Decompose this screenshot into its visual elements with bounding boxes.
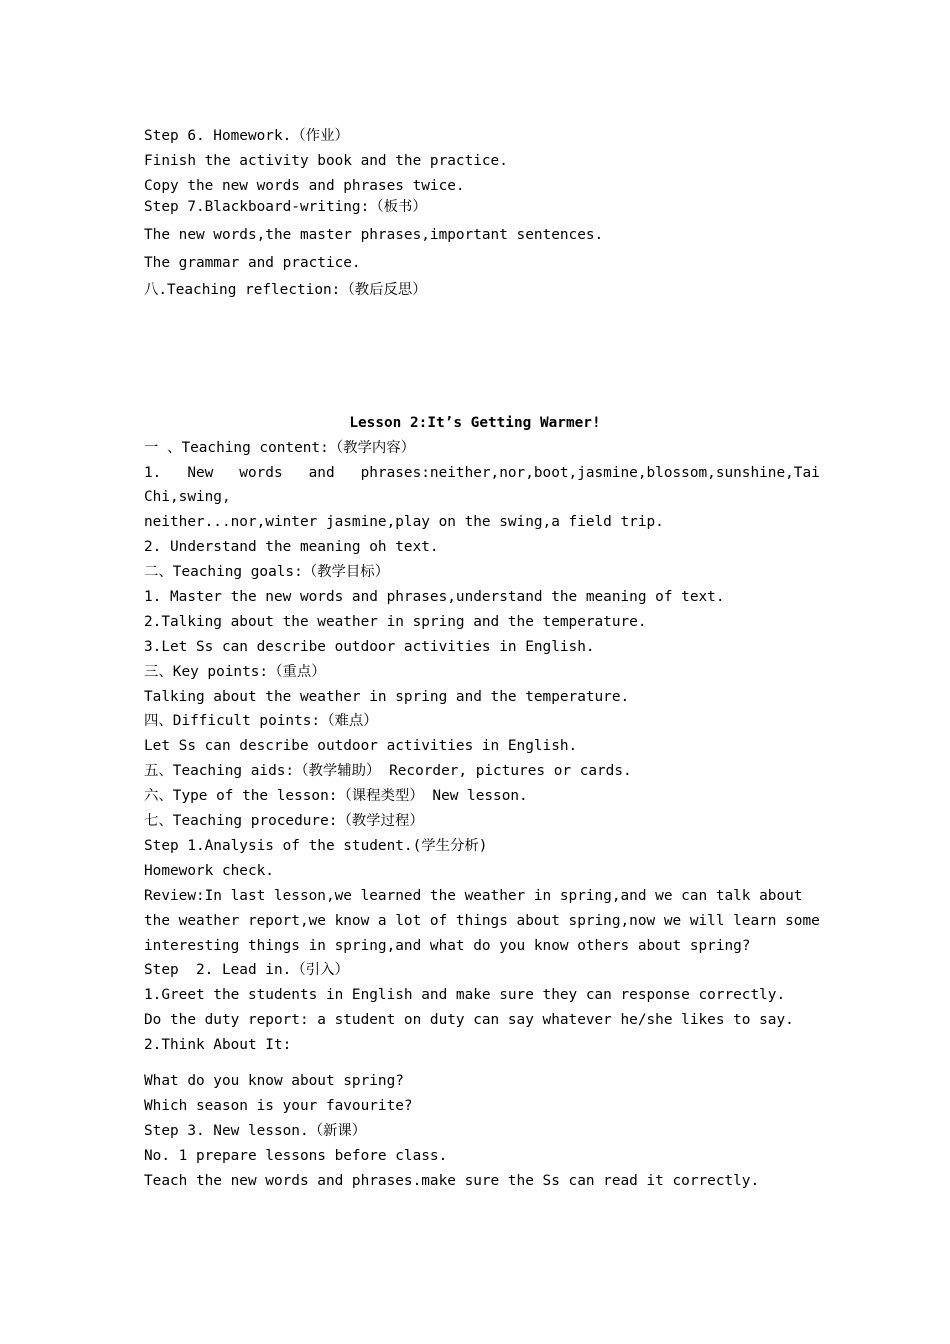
- goal-line-3: 3.Let Ss can describe outdoor activities in English.: [144, 639, 595, 655]
- homework-check: Homework check.: [144, 863, 274, 879]
- difficult-points-text: Let Ss can describe outdoor activities in English.: [144, 738, 578, 754]
- homework-line-1: Finish the activity book and the practice.: [144, 153, 508, 169]
- content-line-2: 2. Understand the meaning oh text.: [144, 539, 439, 555]
- lesson-title: Lesson 2:It’s Getting Warmer!: [349, 415, 601, 431]
- new-lesson-line-1: No. 1 prepare lessons before class.: [144, 1148, 448, 1164]
- key-points-heading: 三、Key points:（重点）: [144, 664, 326, 680]
- blackboard-line-1: The new words,the master phrases,important sentences.: [144, 227, 604, 243]
- teaching-aids: 五、Teaching aids:（教学辅助） Recorder, pictures or cards.: [144, 763, 632, 779]
- goals-heading: 二、Teaching goals:（教学目标）: [144, 564, 390, 580]
- review-line-1: Review:In last lesson,we learned the weather in spring,and we can talk about: [144, 888, 803, 904]
- step7-heading: Step 7.Blackboard-writing:（板书）: [144, 199, 427, 215]
- step1-heading: Step 1.Analysis of the student.(学生分析): [144, 838, 488, 854]
- step2-heading: Step 2. Lead in.（引入）: [144, 962, 349, 978]
- goal-line-2: 2.Talking about the weather in spring and the temperature.: [144, 614, 647, 630]
- lead-in-line-1: 1.Greet the students in English and make sure they can response correctly.: [144, 987, 786, 1003]
- review-line-3: interesting things in spring,and what do you know others about spring?: [144, 938, 751, 954]
- question-2: Which season is your favourite?: [144, 1098, 413, 1114]
- content-line-1a: 1. New words and phrases:neither,nor,boot,jasmine,blossom,sunshine,Tai: [144, 465, 820, 481]
- reflection-heading: 八.Teaching reflection:（教后反思）: [144, 282, 427, 298]
- difficult-points-heading: 四、Difficult points:（难点）: [144, 713, 378, 729]
- content-line-1c: neither...nor,winter jasmine,play on the swing,a field trip.: [144, 514, 664, 530]
- blackboard-line-2: The grammar and practice.: [144, 255, 361, 271]
- procedure-heading: 七、Teaching procedure:（教学过程）: [144, 813, 424, 829]
- lead-in-line-3: 2.Think About It:: [144, 1037, 292, 1053]
- key-points-text: Talking about the weather in spring and the temperature.: [144, 689, 630, 705]
- lead-in-line-2: Do the duty report: a student on duty can say whatever he/she likes to say.: [144, 1012, 794, 1028]
- step3-heading: Step 3. New lesson.（新课）: [144, 1123, 367, 1139]
- new-lesson-line-2: Teach the new words and phrases.make sure the Ss can read it correctly.: [144, 1173, 760, 1189]
- content-heading: 一 、Teaching content:（教学内容）: [144, 440, 416, 456]
- goal-line-1: 1. Master the new words and phrases,understand the meaning of text.: [144, 589, 725, 605]
- step6-heading: Step 6. Homework.（作业）: [144, 128, 349, 144]
- question-1: What do you know about spring?: [144, 1073, 404, 1089]
- lesson-type: 六、Type of the lesson:（课程类型） New lesson.: [144, 788, 528, 804]
- homework-line-2: Copy the new words and phrases twice.: [144, 178, 465, 194]
- review-line-2: the weather report,we know a lot of things about spring,now we will learn some: [144, 913, 820, 929]
- content-line-1b: Chi,swing,: [144, 489, 231, 505]
